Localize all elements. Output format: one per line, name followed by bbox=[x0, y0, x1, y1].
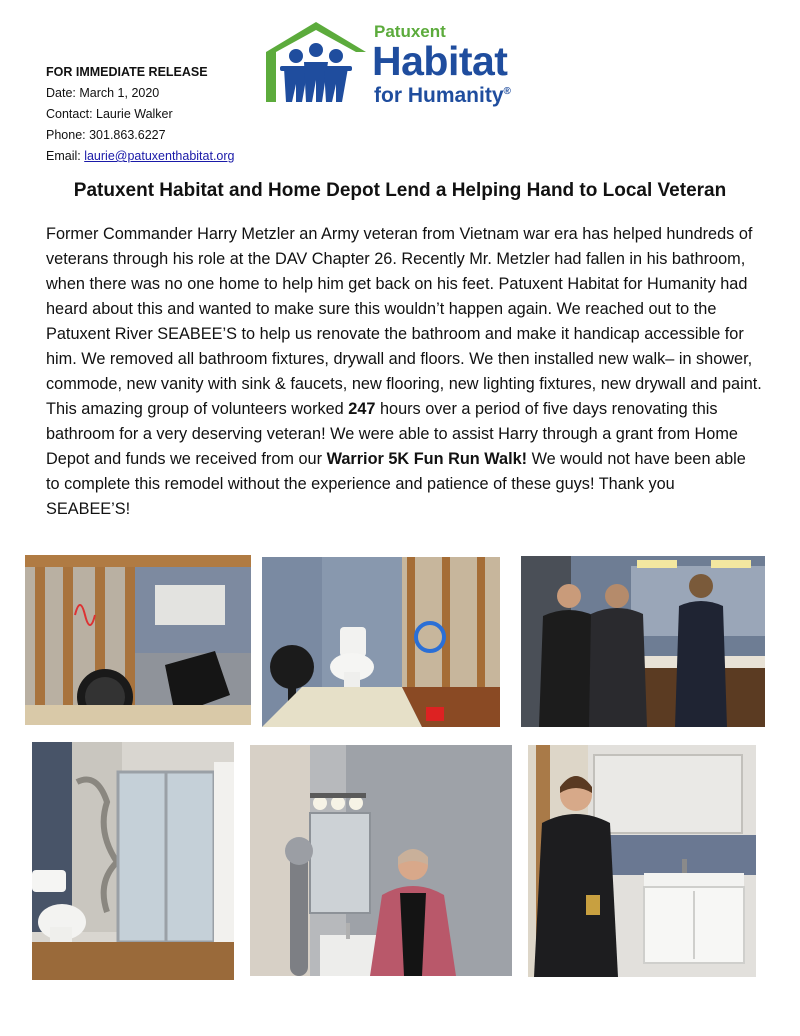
contact-phone: Phone: 301.863.6227 bbox=[46, 128, 166, 142]
photo-volunteer-vanity bbox=[528, 745, 756, 977]
body-part-3: We would not have been able to complete this remodel without the experience and patience of these guys! Thank you SEABEE’S! bbox=[46, 450, 746, 518]
logo-patuxent-text: Patuxent bbox=[374, 22, 446, 41]
release-date: Date: March 1, 2020 bbox=[46, 86, 160, 100]
logo-habitat-text: Habitat bbox=[372, 38, 508, 84]
house-people-icon bbox=[262, 18, 370, 108]
release-label: FOR IMMEDIATE RELEASE bbox=[46, 65, 208, 79]
event-name: Warrior 5K Fun Run Walk! bbox=[326, 450, 528, 468]
email-label: Email: bbox=[46, 149, 85, 163]
photo-volunteers-vanity bbox=[521, 556, 765, 727]
email-link[interactable]: laurie@patuxenthabitat.org bbox=[84, 149, 235, 163]
contact-block bbox=[46, 62, 235, 167]
logo-humanity-label: for Humanity bbox=[374, 84, 504, 107]
photo-woman-bathroom bbox=[250, 745, 512, 976]
photo-bathroom-before bbox=[262, 557, 500, 727]
photo-new-shower bbox=[32, 742, 234, 980]
hours-count: 247 bbox=[348, 400, 376, 418]
headline: Patuxent Habitat and Home Depot Lend a Helping Hand to Local Veteran bbox=[73, 180, 727, 201]
logo-humanity-text bbox=[374, 84, 511, 108]
contact-name: Contact: Laurie Walker bbox=[46, 107, 173, 121]
habitat-logo bbox=[262, 18, 522, 113]
body-part-1: Former Commander Harry Metzler an Army veteran from Vietnam war era has helped hundreds of veterans through his role at the DAV Chapter 26. Recently Mr. Metzler had fallen in his bathroom, when there was no one home to help him get back on his feet. Patuxent Habitat for Humanity had heard about this and wanted to make sure this wouldn’t happen again. We reached out to the Patuxent River SEABEE’S to help us renovate the bathroom and make it handicap accessible for him. We removed all bathroom fixtures, drywall and floors. We then installed new walk– in shower, commode, new vanity with sink & faucets, new flooring, new lighting fixtures, new drywall and paint. This amazing group of volunteers worked bbox=[46, 225, 762, 418]
photo-demolished-bathroom bbox=[25, 555, 251, 725]
contact-email-row bbox=[46, 146, 235, 167]
body-part-2: hours over a period of five days renovating this bathroom for a very deserving veteran! We were able to assist Harry through a grant from Home Depot and funds we received from our bbox=[46, 400, 738, 468]
article-body bbox=[46, 222, 762, 522]
registered-mark: ® bbox=[503, 86, 511, 97]
